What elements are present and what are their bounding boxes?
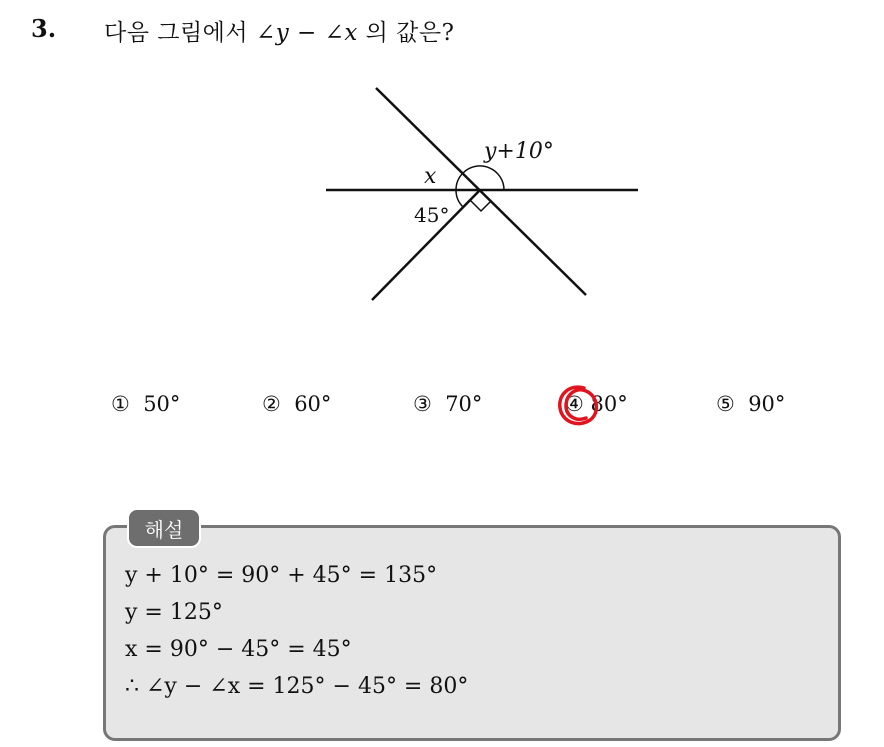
choice-number: ④ (565, 392, 584, 416)
choice-5[interactable] (716, 392, 785, 416)
question-prefix: 다음 그림에서 (104, 20, 256, 46)
choice-value: 90° (748, 392, 786, 416)
question-number: 3. (31, 14, 57, 43)
choice-2[interactable] (262, 392, 331, 416)
choice-number: ⑤ (716, 392, 735, 416)
label-x: x (424, 164, 437, 189)
question-expression: ∠y − ∠x (255, 20, 358, 46)
selected-answer-circle (554, 382, 604, 432)
solution-line-3: x = 90° − 45° = 45° (125, 637, 352, 662)
label-45: 45° (414, 203, 450, 227)
answer-choices (0, 392, 884, 424)
choice-value: 50° (143, 392, 181, 416)
solution-tag: 해설 (127, 508, 201, 548)
choice-value: 60° (294, 392, 332, 416)
question-text (104, 14, 454, 47)
solution-line-2: y = 125° (125, 600, 223, 625)
solution-line-1: y + 10° = 90° + 45° = 135° (125, 563, 438, 588)
question-suffix: 의 값은? (357, 20, 455, 46)
right-angle-mark (470, 200, 491, 211)
choice-number: ③ (413, 392, 432, 416)
arc-x (456, 173, 463, 190)
angle-figure (320, 80, 650, 310)
choice-3[interactable] (413, 392, 482, 416)
label-y-plus-10: y+10° (484, 139, 554, 164)
choice-number: ② (262, 392, 281, 416)
choice-value: 80° (590, 392, 628, 416)
solution-line-4: ∴ ∠y − ∠x = 125° − 45° = 80° (125, 674, 469, 699)
arc-y (463, 166, 504, 190)
choice-1[interactable] (111, 392, 180, 416)
choice-value: 70° (445, 392, 483, 416)
solution-box (103, 525, 841, 741)
choice-number: ① (111, 392, 130, 416)
arc-45 (456, 190, 463, 207)
